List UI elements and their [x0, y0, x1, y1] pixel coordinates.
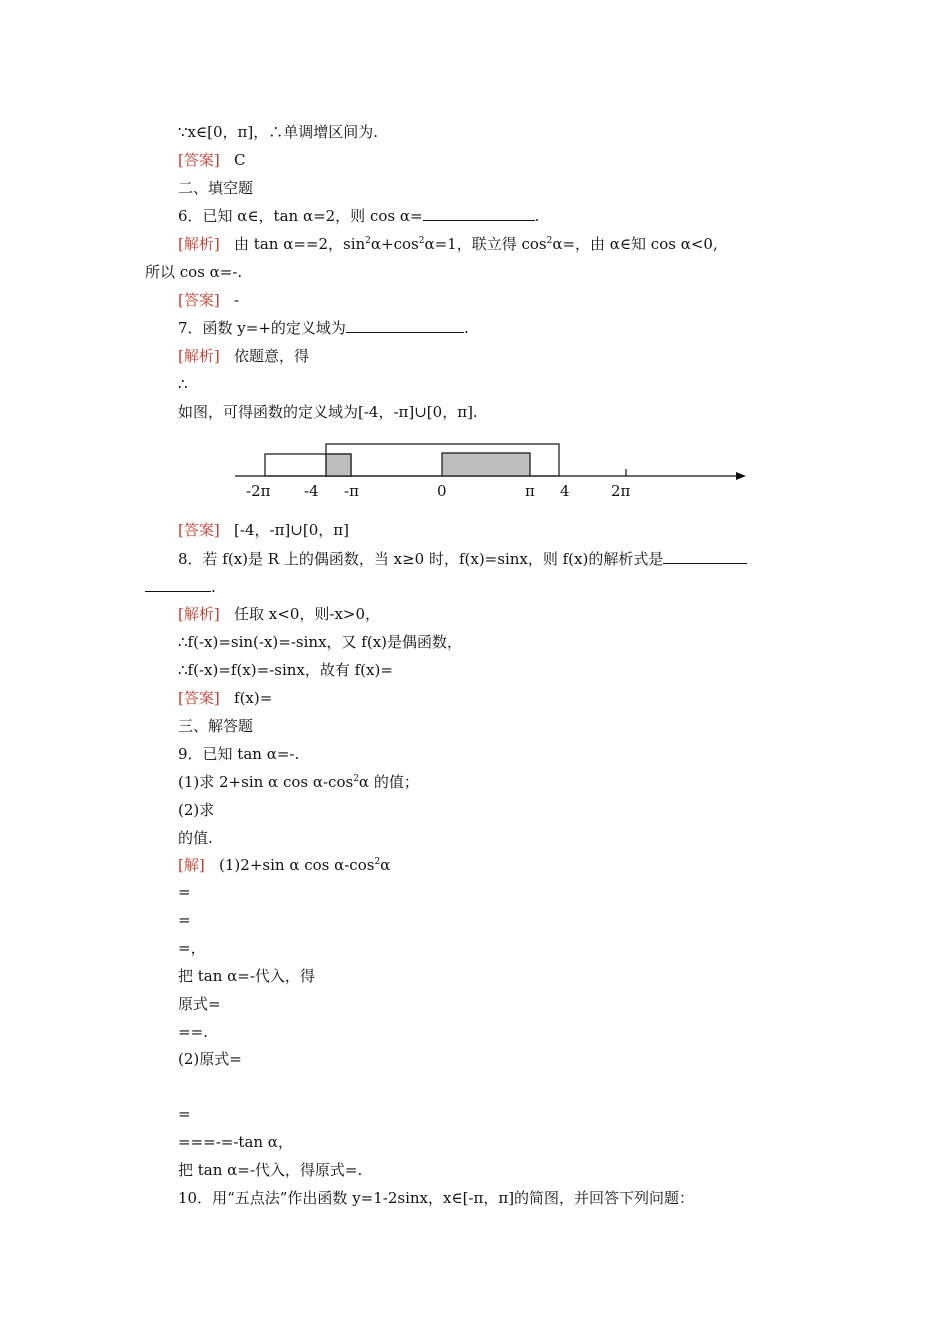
- tick-label: 0: [437, 482, 447, 500]
- question-6: 6．已知 α∈，tan α=2，则 cos α= .: [178, 207, 540, 225]
- text-line: 把 tan α=-代入，得原式=.: [178, 1161, 363, 1179]
- answer-line: [答案] f(x)=: [178, 689, 273, 707]
- answer-line: [答案] -: [178, 291, 240, 309]
- text-line: .: [145, 577, 216, 597]
- text-line: ==.: [178, 1023, 208, 1041]
- analysis-line: [解析] 由 tan α==2，$\sin^2\alpha+\cos^2\alpha=1$，联立得 $\cos^2\alpha=$，由 α∈知 cos α<0,: [178, 235, 718, 253]
- text-line: =: [178, 883, 191, 901]
- tick-label: 2π: [611, 482, 631, 500]
- fill-blank: [423, 206, 535, 221]
- fill-blank: [145, 577, 211, 592]
- axis-arrow-icon: [736, 472, 746, 480]
- answer-line: [答案] C: [178, 151, 246, 169]
- text-line: 如图，可得函数的定义域为[-4，-π]∪[0，π].: [178, 403, 478, 421]
- text-line: (2)原式=: [178, 1050, 242, 1068]
- tick-label: -2π: [246, 482, 271, 500]
- text-line: ∵x∈[0，π]，∴单调增区间为.: [178, 123, 378, 141]
- shaded-interval: [326, 454, 351, 476]
- analysis-tag: [解析]: [178, 235, 220, 253]
- text-line: =: [178, 1105, 191, 1123]
- section-heading: 三、解答题: [178, 717, 254, 735]
- question-10: 10．用“五点法”作出函数 y=1-2sinx，x∈[-π，π]的简图，并回答下列问题：: [178, 1189, 695, 1207]
- text-line: =，: [178, 939, 206, 957]
- shaded-interval: [442, 453, 530, 476]
- tick-label: 4: [560, 482, 570, 500]
- answer-tag: [答案]: [178, 521, 220, 539]
- analysis-line: [解析] 依题意，得: [178, 347, 310, 365]
- text-line: (1)求 2+sin α $\cos \alpha-\cos^2\alpha$ 的值；: [178, 773, 419, 791]
- text-line: (2)求: [178, 801, 215, 819]
- question-7: 7．函数 y=+的定义域为 .: [178, 319, 469, 337]
- question-9: 9．已知 tan α=-.: [178, 745, 300, 763]
- tick-label: π: [525, 482, 535, 500]
- analysis-tag: [解析]: [178, 347, 220, 365]
- answer-tag: [答案]: [178, 291, 220, 309]
- text-line: 的值.: [178, 829, 213, 847]
- question-8: 8．若 f(x)是 R 上的偶函数，当 x≥0 时，f(x)=sinx，则 f(x)的解析式是: [178, 549, 747, 569]
- text-line: 把 tan α=-代入，得: [178, 967, 315, 985]
- tick-label: -4: [304, 482, 319, 500]
- text-line: ∴f(-x)=f(x)=-sinx，故有 f(x)=: [178, 661, 393, 679]
- text-line: ===-=-tan α，: [178, 1133, 293, 1151]
- answer-tag: [答案]: [178, 689, 220, 707]
- answer-tag: [答案]: [178, 151, 220, 169]
- answer-line: [答案] [-4，-π]∪[0，π]: [178, 521, 349, 539]
- fill-blank: [346, 318, 464, 333]
- text-line: ∴f(-x)=sin(-x)=-sinx，又 f(x)是偶函数，: [178, 633, 463, 651]
- solution-line: [解] (1)2+sin α $\cos \alpha-\cos^2\alpha$: [178, 856, 391, 874]
- analysis-tag: [解析]: [178, 605, 220, 623]
- number-line-diagram: [230, 436, 750, 506]
- section-heading: 二、填空题: [178, 179, 254, 197]
- text-line: 所以 cos α=-.: [145, 263, 243, 281]
- text-line: =: [178, 911, 191, 929]
- tick-label: -π: [344, 482, 359, 500]
- text-line: 原式=: [178, 995, 221, 1013]
- analysis-line: [解析] 任取 x<0，则-x>0，: [178, 605, 381, 623]
- solution-tag: [解]: [178, 856, 205, 874]
- fill-blank: [663, 549, 747, 564]
- text-line: ∴: [178, 375, 188, 393]
